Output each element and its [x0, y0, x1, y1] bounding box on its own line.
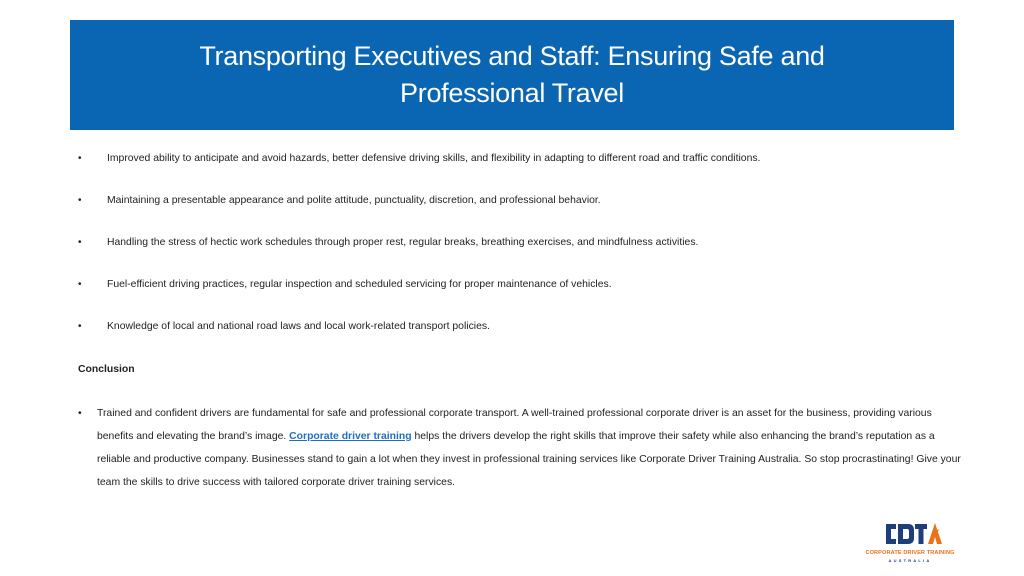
bullet-icon: • [78, 237, 82, 248]
list-item [78, 236, 958, 278]
bullet-icon: • [78, 153, 82, 164]
conclusion-text-end: helps the drivers develop the right skills that improve their safety while also enhancing the brand’s reputation as a reliable and productive company. Businesses stand to gain a lot when they invest in professional training services like Corporate Driver Training Australia. So stop procrastinating! Give your team the skills to drive success with tailored corporate driver training services. [97, 431, 961, 488]
list-item [78, 320, 958, 362]
bullet-icon: • [78, 408, 82, 419]
corporate-driver-training-link[interactable]: Corporate driver training [289, 431, 412, 442]
page-title: Transporting Executives and Staff: Ensuring Safe and Professional Travel [199, 41, 825, 108]
logo-wordmark: CORPORATE DRIVER TRAINING [865, 550, 955, 556]
list-item-text: Maintaining a presentable appearance and polite attitude, punctuality, discretion, and professional behavior. [107, 195, 601, 206]
bullet-icon: • [78, 321, 82, 332]
bullet-icon: • [78, 279, 82, 290]
list-item-text: Knowledge of local and national road laws and local work-related transport policies. [107, 321, 490, 332]
conclusion-paragraph [78, 402, 965, 494]
title-banner [70, 20, 954, 130]
list-item-text: Handling the stress of hectic work schedules through proper rest, regular breaks, breathing exercises, and mindfulness activities. [107, 237, 699, 248]
list-item-text: Improved ability to anticipate and avoid hazards, better defensive driving skills, and flexibility in adapting to different road and traffic conditions. [107, 153, 761, 164]
conclusion-text-start: Trained and confident drivers are fundamental for safe and professional corporate transport. A well-trained professional corporate driver is an asset for the business, providing various benefits and elevating the brand’s image. [97, 408, 932, 442]
cdta-logo-mark-icon [882, 520, 944, 548]
list-item [78, 278, 958, 320]
list-item [78, 152, 958, 194]
bullet-icon: • [78, 195, 82, 206]
logo-country: AUSTRALIA [888, 558, 932, 563]
list-item-text: Fuel-efficient driving practices, regular inspection and scheduled servicing for proper maintenance of vehicles. [107, 279, 612, 290]
feature-bullet-list [78, 152, 958, 362]
cdta-logo [864, 520, 956, 566]
conclusion-heading: Conclusion [78, 364, 135, 375]
list-item [78, 194, 958, 236]
